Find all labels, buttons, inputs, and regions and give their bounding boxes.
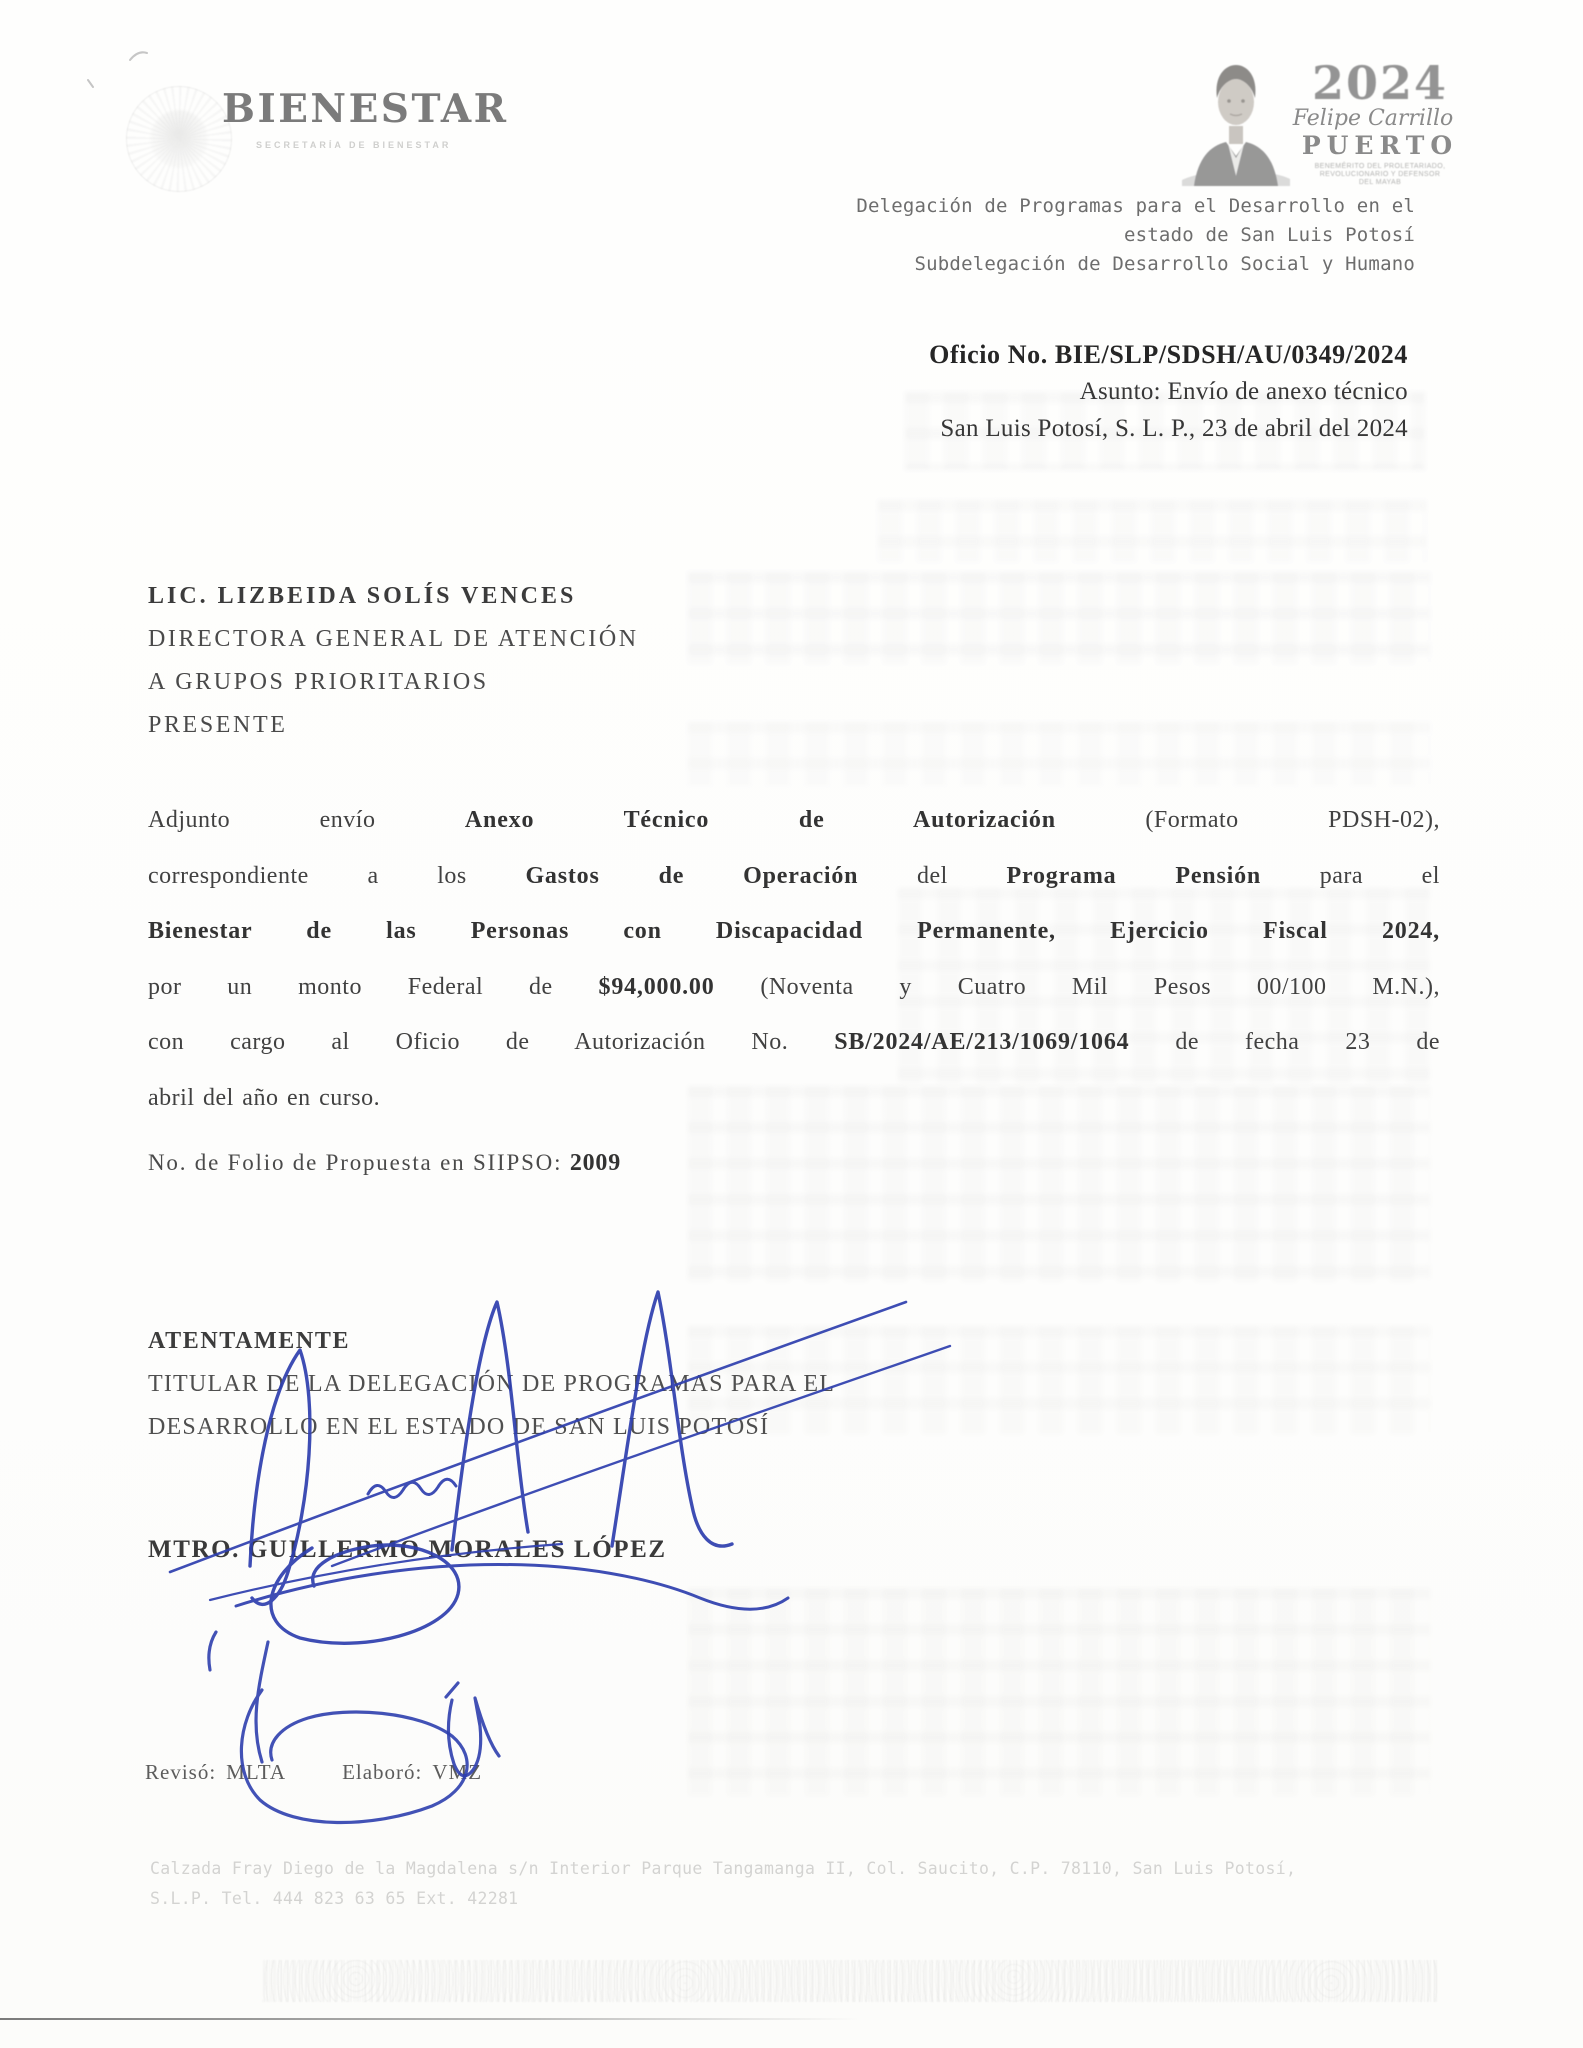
scan-artifact-line bbox=[0, 2018, 860, 2020]
body-text-segment: (Formato PDSH-02), bbox=[1055, 807, 1440, 833]
folio-value: 2009 bbox=[569, 1150, 622, 1176]
signer-name: MTRO. GUILLERMO MORALES LÓPEZ bbox=[148, 1536, 667, 1563]
reference-block bbox=[929, 336, 1408, 447]
addressee-title-line: DIRECTORA GENERAL DE ATENCIÓN bbox=[148, 626, 639, 652]
dependency-block bbox=[856, 192, 1415, 279]
oficio-number: Oficio No. BIE/SLP/SDSH/AU/0349/2024 bbox=[929, 340, 1408, 369]
footer-address bbox=[150, 1854, 1296, 1914]
reviewed-label: Revisó: bbox=[145, 1760, 217, 1784]
reviewer-initials-ink bbox=[209, 1632, 467, 1823]
addressee-block bbox=[148, 575, 639, 747]
year-logo-tagline-line: DEL MAYAB bbox=[1358, 179, 1402, 186]
ghost-bleedthrough-artifact bbox=[688, 1588, 1430, 1796]
body-text-segment: Programa Pensión bbox=[1006, 862, 1262, 889]
scan-speckle-marks bbox=[88, 52, 147, 87]
brand-title: BIENESTAR bbox=[222, 86, 509, 132]
folio-line bbox=[148, 1150, 621, 1177]
body-text-segment: por un monto Federal de bbox=[148, 973, 599, 1000]
year-logo-year: 2024 bbox=[1311, 56, 1449, 110]
reviewed-initials: MLTA bbox=[226, 1760, 287, 1784]
elaborated-label: Elaboró: bbox=[342, 1760, 423, 1784]
year-logo bbox=[1292, 56, 1466, 187]
body-line bbox=[148, 793, 1440, 849]
body-line bbox=[148, 1071, 1440, 1127]
body-line bbox=[148, 960, 1440, 1016]
ghost-bleedthrough-artifact bbox=[688, 722, 1430, 786]
mexico-eagle-seal-icon bbox=[126, 86, 232, 192]
body-text-segment: (Noventa y Cuatro Mil Pesos 00/100 M.N.), bbox=[714, 973, 1440, 1000]
oficio-place-date: San Luis Potosí, S. L. P., 23 de abril del 2024 bbox=[940, 415, 1408, 442]
closing-title-line: DESARROLLO EN EL ESTADO DE SAN LUIS POTOSÍ bbox=[148, 1414, 770, 1440]
body-text-segment: del bbox=[858, 862, 1007, 889]
closing-title-line: TITULAR DE LA DELEGACIÓN DE PROGRAMAS PARA EL bbox=[148, 1371, 836, 1397]
elaborated-initials: VMZ bbox=[432, 1760, 483, 1784]
guilloche-pattern bbox=[262, 1960, 1437, 2002]
addressee-title-line: A GRUPOS PRIORITARIOS bbox=[148, 669, 489, 695]
body-text-segment: Gastos de Operación bbox=[525, 862, 859, 889]
footer-address-line: S.L.P. Tel. 444 823 63 65 Ext. 42281 bbox=[150, 1889, 519, 1908]
body-text-segment: correspondiente a los bbox=[148, 862, 526, 889]
addressee-present: PRESENTE bbox=[148, 712, 288, 738]
addressee-name: LIC. LIZBEIDA SOLÍS VENCES bbox=[148, 583, 577, 609]
body-text-segment: $94,000.00 bbox=[598, 973, 715, 1000]
ghost-bleedthrough-artifact bbox=[688, 572, 1430, 664]
closing-salutation: ATENTAMENTE bbox=[148, 1328, 351, 1354]
body-text-segment: de fecha 23 de bbox=[1129, 1029, 1440, 1055]
footer-address-line: Calzada Fray Diego de la Magdalena s/n Interior Parque Tangamanga II, Col. Saucito, C.P. 78110, San Luis Potosí, bbox=[150, 1859, 1297, 1878]
dependency-line: Delegación de Programas para el Desarrollo en el bbox=[856, 195, 1415, 217]
dependency-line: estado de San Luis Potosí bbox=[1124, 224, 1415, 246]
body-paragraph bbox=[148, 793, 1440, 1126]
body-text-segment: abril del año en curso. bbox=[148, 1084, 381, 1111]
year-logo-tagline-line: REVOLUCIONARIO Y DEFENSOR bbox=[1319, 171, 1441, 178]
dependency-line: Subdelegación de Desarrollo Social y Humano bbox=[914, 253, 1415, 275]
body-text-segment: con cargo al Oficio de Autorización No. bbox=[148, 1029, 835, 1055]
body-text-segment: Bienestar de las Personas con Discapacidad Permanente, Ejercicio Fiscal 2024, bbox=[148, 918, 1440, 944]
body-text-segment: Anexo Técnico de Autorización bbox=[464, 807, 1056, 833]
closing-block bbox=[148, 1320, 835, 1449]
body-line bbox=[148, 849, 1440, 905]
body-line bbox=[148, 1015, 1440, 1071]
ghost-bleedthrough-artifact bbox=[878, 500, 1426, 562]
year-logo-name-caps: PUERTO bbox=[1301, 131, 1459, 160]
year-logo-tagline bbox=[1294, 163, 1466, 187]
brand-subtitle: SECRETARÍA DE BIENESTAR bbox=[256, 140, 452, 150]
body-text-segment: para el bbox=[1261, 862, 1440, 889]
folio-label: No. de Folio de Propuesta en SIIPSO: bbox=[148, 1150, 570, 1175]
oficio-subject: Asunto: Envío de anexo técnico bbox=[1079, 378, 1408, 405]
felipe-carrillo-puerto-portrait bbox=[1176, 60, 1296, 186]
year-logo-tagline-line: BENEMÉRITO DEL PROLETARIADO, bbox=[1314, 163, 1446, 170]
year-logo-name-script: Felipe Carrillo bbox=[1292, 106, 1454, 131]
review-line bbox=[145, 1760, 482, 1785]
body-text-segment: Adjunto envío bbox=[148, 807, 465, 833]
body-line bbox=[148, 904, 1440, 960]
body-text-segment: SB/2024/AE/213/1069/1064 bbox=[834, 1029, 1130, 1055]
